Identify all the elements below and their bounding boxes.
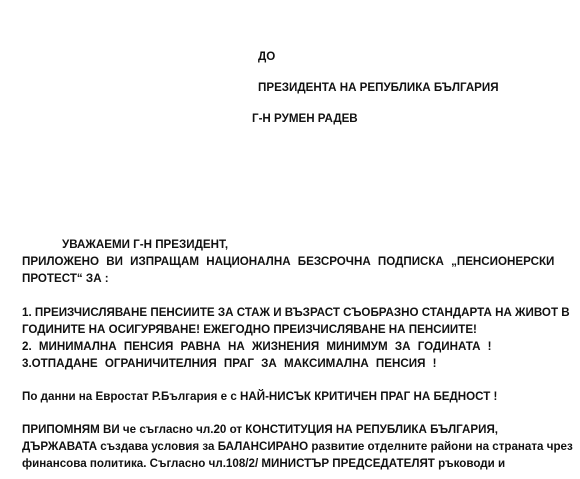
demand-line-3: 2. МИНИМАЛНА ПЕНСИЯ РАВНА НА ЖИЗНЕНИЯ МИНИМУМ ЗА ГОДИНАТА ! [22,340,492,353]
address-name: Г-Н РУМЕН РАДЕВ [252,112,358,125]
demand-line-4: 3.ОТПАДАНЕ ОГРАНИЧИТЕЛНИЯ ПРАГ ЗА МАКСИМАЛНА ПЕНСИЯ ! [22,357,437,370]
reminder-line-1: ПРИПОМНЯМ ВИ че съгласно чл.20 от КОНСТИТУЦИЯ НА РЕПУБЛИКА БЪЛГАРИЯ, [22,423,499,436]
demand-line-2: ГОДИНИТЕ НА ОСИГУРЯВАНЕ! ЕЖЕГОДНО ПРЕИЗЧИСЛЯВАНЕ НА ПЕНСИИТЕ! [22,323,477,336]
reminder-line-2: ДЪРЖАВАТА създава условия за БАЛАНСИРАНО развитие отделните райони на страната чрез [22,440,573,453]
demand-line-1: 1. ПРЕИЗЧИСЛЯВАНЕ ПЕНСИИТЕ ЗА СТАЖ И ВЪЗРАСТ СЪОБРАЗНО СТАНДАРТА НА ЖИВОТ В [22,306,570,319]
intro-line-1: ПРИЛОЖЕНО ВИ ИЗПРАЩАМ НАЦИОНАЛНА БЕЗСРОЧНА ПОДПИСКА „ПЕНСИОНЕРСКИ [22,255,555,268]
salutation: УВАЖАЕМИ Г-Н ПРЕЗИДЕНТ, [62,238,229,251]
eurostat-paragraph: По данни на Евростат Р.България е с НАЙ-НИСЪК КРИТИЧЕН ПРАГ НА БЕДНОСТ ! [22,390,498,403]
reminder-line-3: финансова политика. Съгласно чл.108/2/ МИНИСТЪР ПРЕДСЕДАТЕЛЯТ ръководи и [22,457,506,470]
address-recipient: ПРЕЗИДЕНТА НА РЕПУБЛИКА БЪЛГАРИЯ [258,81,499,94]
intro-line-2: ПРОТЕСТ“ ЗА : [22,272,109,285]
address-to: ДО [258,50,276,63]
